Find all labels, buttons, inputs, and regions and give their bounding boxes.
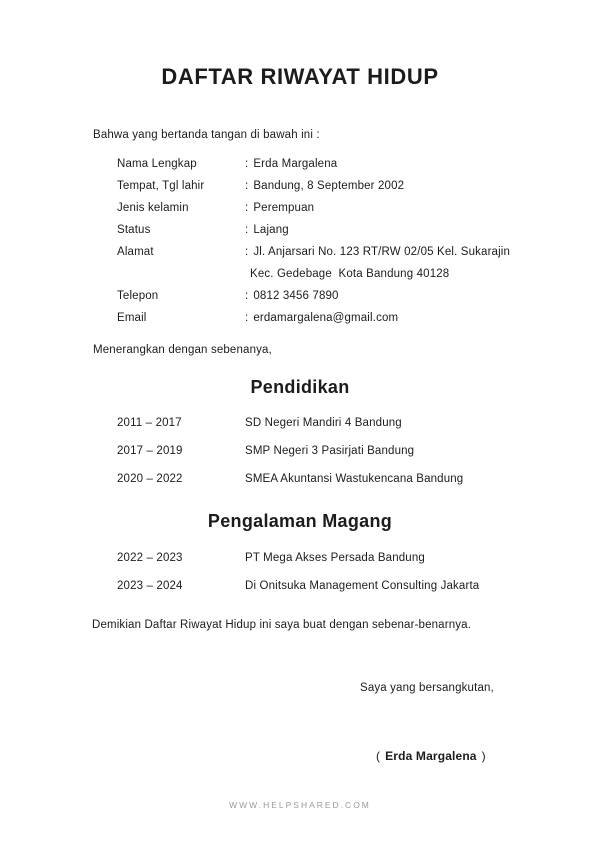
field-label: Status bbox=[117, 224, 151, 236]
field-value: Lajang bbox=[253, 224, 289, 236]
field-value-continuation: Kec. Gedebage Kota Bandung 40128 bbox=[250, 268, 450, 280]
statement-line: Menerangkan dengan sebenanya, bbox=[93, 344, 272, 356]
internship-list bbox=[117, 552, 557, 608]
internship-period: 2023 – 2024 bbox=[117, 580, 183, 592]
signature-name-line bbox=[376, 749, 486, 763]
identity-row-status bbox=[117, 224, 557, 246]
field-label: Telepon bbox=[117, 290, 159, 302]
paren-open: ( bbox=[376, 749, 381, 763]
field-label: Jenis kelamin bbox=[117, 202, 189, 214]
education-period: 2020 – 2022 bbox=[117, 473, 183, 485]
colon-separator: : bbox=[245, 180, 249, 192]
identity-row-alamat bbox=[117, 246, 557, 268]
colon-separator: : bbox=[245, 312, 249, 324]
education-row bbox=[117, 445, 557, 473]
education-period: 2011 – 2017 bbox=[117, 417, 182, 429]
colon-separator: : bbox=[245, 224, 249, 236]
paren-close: ) bbox=[481, 749, 486, 763]
field-label: Tempat, Tgl lahir bbox=[117, 180, 205, 192]
field-value: 0812 3456 7890 bbox=[253, 290, 339, 302]
internship-description: PT Mega Akses Persada Bandung bbox=[245, 552, 425, 564]
field-label: Alamat bbox=[117, 246, 154, 258]
internship-heading: Pengalaman Magang bbox=[207, 511, 393, 531]
education-heading: Pendidikan bbox=[250, 377, 350, 397]
field-label: Nama Lengkap bbox=[117, 158, 197, 170]
identity-row-tempat-tgl-lahir bbox=[117, 180, 557, 202]
closing-line: Demikian Daftar Riwayat Hidup ini saya buat dengan sebenar-benarnya. bbox=[92, 619, 472, 631]
field-value: Perempuan bbox=[253, 202, 315, 214]
identity-row-alamat-line2 bbox=[117, 268, 557, 290]
identity-row-jenis-kelamin bbox=[117, 202, 557, 224]
field-value: erdamargalena@gmail.com bbox=[253, 312, 399, 324]
colon-separator: : bbox=[245, 202, 249, 214]
internship-row bbox=[117, 552, 557, 580]
document-title: DAFTAR RIWAYAT HIDUP bbox=[161, 64, 439, 89]
internship-period: 2022 – 2023 bbox=[117, 552, 183, 564]
education-description: SMEA Akuntansi Wastukencana Bandung bbox=[245, 473, 464, 485]
signatory-name: Erda Margalena bbox=[385, 749, 477, 763]
education-description: SD Negeri Mandiri 4 Bandung bbox=[245, 417, 402, 429]
intro-line: Bahwa yang bertanda tangan di bawah ini : bbox=[93, 129, 320, 141]
education-list bbox=[117, 417, 557, 501]
footer-website: WWW.HELPSHARED.COM bbox=[229, 800, 371, 810]
identity-row-telepon bbox=[117, 290, 557, 312]
colon-separator: : bbox=[245, 290, 249, 302]
identity-row-nama bbox=[117, 158, 557, 180]
personal-details bbox=[117, 158, 557, 334]
field-value: Erda Margalena bbox=[253, 158, 338, 170]
internship-row bbox=[117, 580, 557, 608]
colon-separator: : bbox=[245, 246, 249, 258]
colon-separator: : bbox=[245, 158, 249, 170]
education-row bbox=[117, 473, 557, 501]
signature-intro: Saya yang bersangkutan, bbox=[360, 682, 494, 694]
education-period: 2017 – 2019 bbox=[117, 445, 183, 457]
identity-row-email bbox=[117, 312, 557, 334]
education-row bbox=[117, 417, 557, 445]
field-label: Email bbox=[117, 312, 147, 324]
field-value: Bandung, 8 September 2002 bbox=[253, 180, 405, 192]
field-value: Jl. Anjarsari No. 123 RT/RW 02/05 Kel. Sukarajin bbox=[253, 246, 511, 258]
education-description: SMP Negeri 3 Pasirjati Bandung bbox=[245, 445, 415, 457]
internship-description: Di Onitsuka Management Consulting Jakarta bbox=[245, 580, 480, 592]
